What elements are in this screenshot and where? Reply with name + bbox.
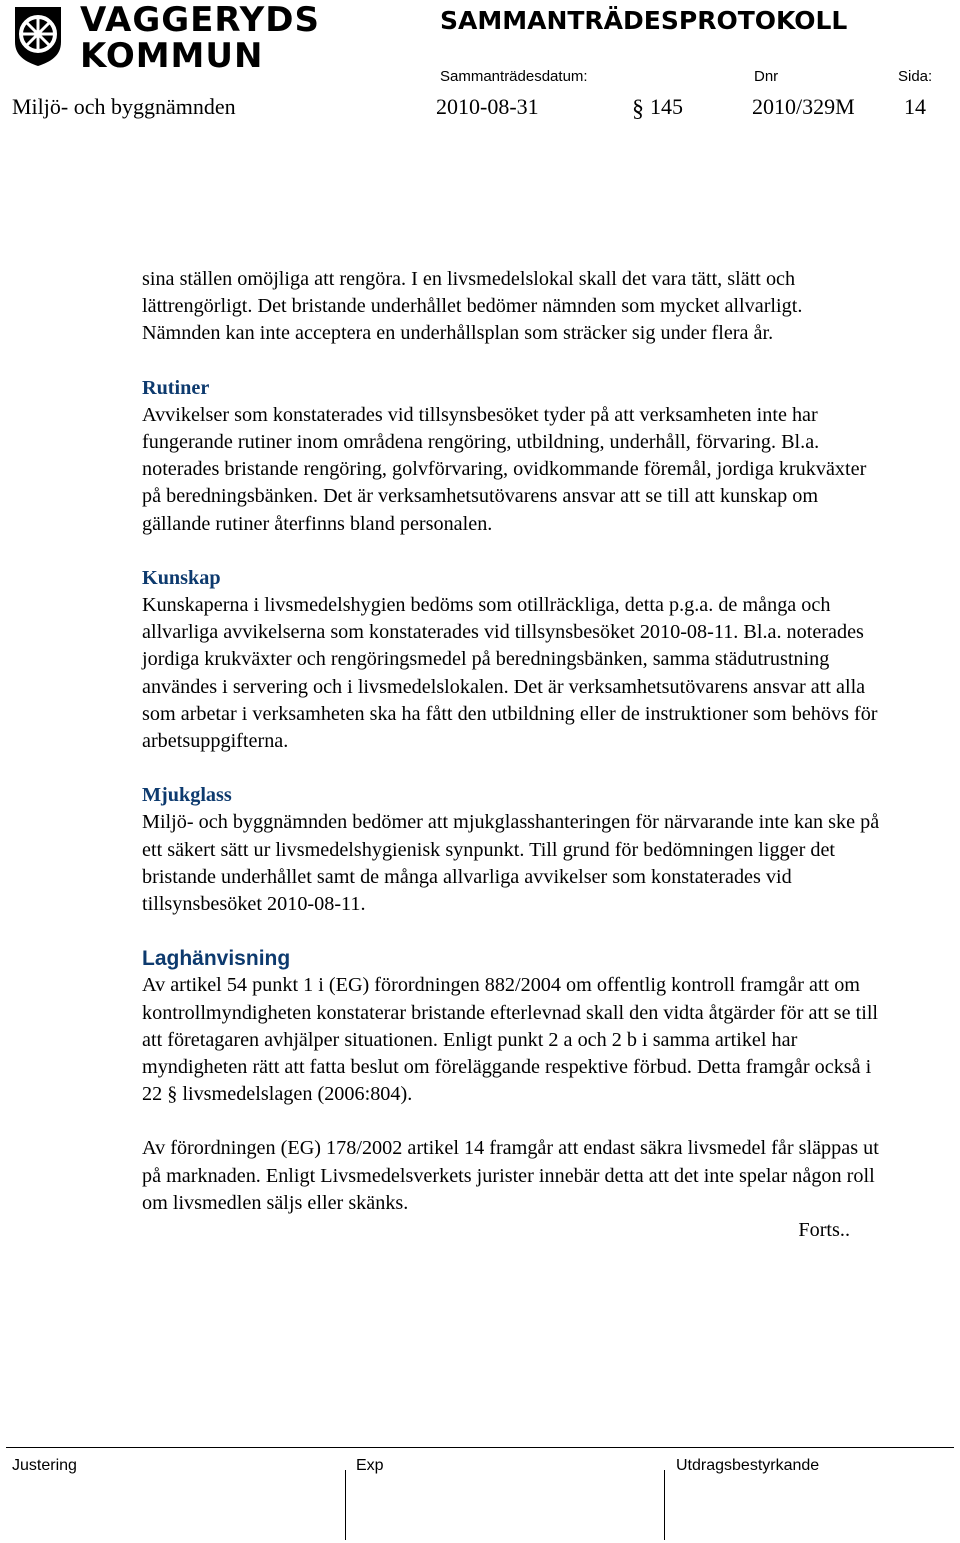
brand-line-1: VAGGERYDS — [80, 0, 321, 40]
section-text-mjukglass: Miljö- och byggnämnden bedömer att mjukglasshanteringen för närvarande inte kan ske på ett säkert sätt ur livsmedelshygienisk synpunkt. Till grund för bedömningen ligger det bristande underhållet samt de många allvarliga avvikelser som konstaterades vid tillsynsbesöket 2010-08-11. — [142, 811, 880, 916]
municipal-coat-of-arms-logo — [12, 4, 64, 68]
section-heading-rutiner: Rutiner — [142, 376, 210, 399]
footer-utdrag-label: Utdragsbestyrkande — [676, 1457, 820, 1474]
closing-paragraph: Av förordningen (EG) 178/2002 artikel 14 framgår att endast säkra livsmedel får släppas ut på marknaden. Enligt Livsmedelsverkets jurister innebär detta att det inte spelar någon roll om livsmedlen säljs eller skänks. — [142, 1137, 879, 1214]
brand-line-2: KOMMUN — [80, 36, 264, 76]
document-title: SAMMANTRÄDESPROTOKOLL — [440, 6, 848, 35]
footer-separator-1 — [345, 1470, 346, 1540]
section-text-rutiner: Avvikelser som konstaterades vid tillsynsbesöket tyder på att verksamheten inte har fungerande rutiner inom områdena rengöring, utbildning, underhåll, förvaring. Bl.a. noterades bristande rengöring, golvförvaring, ovidkommande föremål, jordiga krukväxter på beredningsbänken. Det är verksamhetsutövarens ansvar att se till att kunskap om gällande rutiner återfinns bland personalen. — [142, 403, 867, 535]
paragraph-sign: § — [632, 96, 644, 122]
section-heading-mjukglass: Mjukglass — [142, 784, 232, 807]
brand-name — [80, 2, 320, 74]
section-text-kunskap: Kunskaperna i livsmedelshygien bedöms som otillräckliga, detta p.g.a. de många och allvarliga avvikelserna som konstaterades vid tillsynsbesöket 2010-08-11. Bl.a. noterades jordiga krukväxter och rengöringsmedel på beredningsbänken, samma städutrustning användes i servering och i livsmedelslokalen. Det är verksamhetsutövarens ansvar att alla som arbetar i verksamheten ska ha fått den utbildning eller de instruktioner som behövs för arbetsuppgifterna. — [142, 594, 878, 753]
dnr-label: Dnr — [754, 68, 779, 85]
section-heading-laghanvisning: Laghänvisning — [142, 947, 291, 971]
footer-justering-label: Justering — [12, 1457, 77, 1474]
section-heading-kunskap: Kunskap — [142, 566, 221, 589]
section-text-laghanvisning: Av artikel 54 punkt 1 i (EG) förordningen 882/2004 om offentlig kontroll framgår att om kontrollmyndigheten konstaterar bristande efterlevnad skall den vidta åtgärder för att se till att företagaren avhjälper situationen. Enligt punkt 2 a och 2 b i samma artikel har myndigheten rätt att fatta beslut om föreläggande respektive förbud. Detta framgår också i 22 § livsmedelslagen (2006:804). — [142, 974, 879, 1106]
meeting-date-label: Sammanträdesdatum: — [440, 68, 588, 85]
footer-divider — [6, 1447, 954, 1448]
dnr-value: 2010/329M — [752, 94, 855, 119]
continued-note: Forts.. — [798, 1219, 850, 1242]
intro-paragraph: sina ställen omöjliga att rengöra. I en livsmedelslokal skall det vara tätt, slätt och lättrengörligt. Det bristande underhållet bedömer nämnden som mycket allvarligt. Nämnden kan inte acceptera en underhållsplan som sträcker sig under flera år. — [142, 268, 803, 345]
meeting-date: 2010-08-31 — [436, 94, 539, 119]
footer-exp-label: Exp — [356, 1457, 384, 1474]
footer-separator-2 — [664, 1470, 665, 1540]
paragraph-number: 145 — [650, 94, 683, 119]
committee-name: Miljö- och byggnämnden — [12, 94, 236, 119]
document-body — [142, 266, 882, 1244]
page-number: 14 — [904, 94, 926, 119]
page-label: Sida: — [898, 68, 933, 85]
